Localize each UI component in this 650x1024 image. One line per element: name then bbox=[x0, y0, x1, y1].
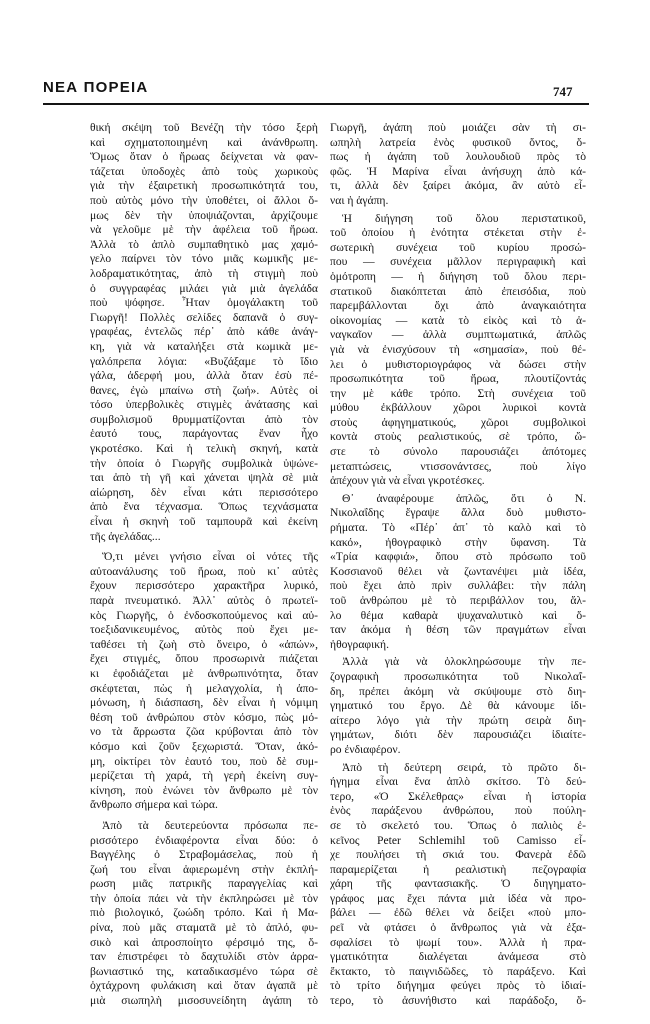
text-line: τοῦ ἀνθρώπου μὲ τὸ περιβάλλον του, ἄλ- bbox=[330, 594, 586, 607]
text-line: σφαλίσει τὸ ψωμί του». Ἀλλὰ ἡ πρα- bbox=[330, 935, 586, 949]
header-rule bbox=[43, 103, 589, 105]
text-line: ὁ συγγραφέας μιλάει γιὰ μιὰ ἀγελάδα bbox=[90, 281, 318, 295]
text-line: ἀπὸ ἕνα τέχνασμα. Ὅπως τεχνάσματα bbox=[90, 500, 318, 514]
text-line: φῶς. Ἡ Μαρίνα εἶναι ἀνήσυχη ἀπὸ κά- bbox=[330, 164, 586, 178]
text-line: Κοσσιανοῦ θέλει νὰ ζωντανέψει μιὰ ἰδέα, bbox=[330, 564, 586, 578]
paragraph bbox=[330, 121, 586, 209]
text-line: ἠθογραφική. bbox=[330, 637, 390, 651]
text-line: που — συνέχεια μᾶλλον περιγραφικὴ καὶ bbox=[330, 255, 586, 269]
text-line: λει ὁ μυθιστοριογράφος νὰ δώσει στὴν bbox=[330, 357, 586, 371]
text-line: κι ἐφοδιάζεται μὲ ἀνθρωπινότητα, ὅταν bbox=[90, 666, 318, 680]
text-line: ωπηλὴ λατρεία ἑνὸς φυσικοῦ ὄντος, ὅ- bbox=[330, 135, 586, 149]
text-line: ρο ἐνδιαφέρον. bbox=[330, 742, 401, 756]
journal-title: ΝΕΑ ΠΟΡΕΙΑ bbox=[43, 79, 149, 96]
text-line: ποὺ αὐτὸς μόνο τὴν ὑποθέτει, οἱ ἄλλοι ὅ- bbox=[90, 193, 318, 207]
text-line: γιὰ τὴν ἐξαιρετικὴ προσωπικότητά του, bbox=[90, 179, 318, 193]
text-line: τὴν ὁποία πάει νὰ τὴν ἐκπληρώσει μὲ τὸν bbox=[90, 891, 318, 905]
text-line: θέση τοῦ ἀνθρώπου στὸν κόσμο, πὼς μό- bbox=[90, 710, 318, 724]
text-line: Γιωργῆ, ἀγάπη ποὺ μοιάζει σὰν τὴ σι- bbox=[330, 121, 586, 134]
text-line: ὀχτάχρονη φυλάκιση καὶ ὅταν ἀγαπᾶ μὲ bbox=[90, 979, 318, 993]
text-line: δη, πρέπει ἀκόμη νὰ σκύψουμε στὸ διη- bbox=[330, 684, 586, 698]
text-line: «Τρία καφφιά», ὅπου στὸ πρόσωπο τοῦ bbox=[330, 550, 586, 564]
text-line: αὐτοανάλυσης τοῦ ἥρωα, ποὺ κι᾿ αὐτὲς bbox=[90, 564, 318, 578]
text-line: καὶ σχηματοποιημένη καὶ ἀνάνθρωπη. bbox=[90, 135, 318, 149]
text-line: μόνωση, ἡ διάσπαση, δὲν εἶναι ἡ νόμιμη bbox=[90, 696, 318, 710]
text-line: ναι ἡ ἀγάπη. bbox=[330, 193, 389, 207]
text-line: νὰ γελοῦμε μὲ τὴν ἀφέλεια τοῦ ἥρωα. bbox=[90, 223, 318, 237]
text-line: στοὺς ἀφηγηματικούς, χῶροι συμβολικοὶ bbox=[330, 415, 586, 429]
text-line: ἔχει στιγμές, ὅπου προσωρινὰ πιάζεται bbox=[90, 652, 318, 666]
text-line: γκροτέσκο. Καὶ ἡ τελικὴ σκηνή, κατὰ bbox=[90, 442, 318, 456]
text-line: Ἀπὸ τὰ δευτερεύοντα πρόσωπα πε- bbox=[102, 818, 318, 832]
text-line: ταν ἐπιστρέφει τὸ δαχτυλίδι στὸν ἀρρα- bbox=[90, 950, 318, 964]
text-line: τάζεται ὑποδοχὲς ἀπὸ τοὺς χωρικοὺς bbox=[90, 164, 318, 178]
text-line: ζωή του εἶναι ἀφιερωμένη στὴν ἐκπλή- bbox=[90, 862, 318, 876]
left-column bbox=[90, 121, 318, 1009]
text-line: μερίζεται τὴ χαρά, τὴ γερὴ ἐκείνη συγ- bbox=[90, 769, 318, 783]
text-line: αἰώρηση, δὲν εἶναι κάτι περισσότερο bbox=[90, 485, 318, 499]
text-line: μύθου ἐκβάλλουν χῶροι λυρικοὶ κοντὰ bbox=[330, 401, 586, 415]
text-line: χε πουλήσει τὴ σκιά του. Φανερὰ ἐδῶ bbox=[330, 848, 586, 862]
text-line: ρίνα, ποὺ μᾶς σταματᾶ μὲ τὸ ἁπλό, φυ- bbox=[90, 921, 318, 935]
text-line: ται ἀπὸ τὴ γῆ καὶ χάνεται ψηλὰ σὲ μιὰ bbox=[90, 471, 318, 485]
text-line: Νικολαΐδης ἔγραψε ἄλλα δυὸ μυθιστο- bbox=[330, 506, 586, 520]
text-line: οἰκονομίας — κατὰ τὸ εἰκὸς καὶ τὸ ἀ- bbox=[330, 313, 586, 327]
text-line: γελο παίρνει τὸν τόνο μιᾶς κωμικῆς με- bbox=[90, 252, 318, 266]
paragraph bbox=[90, 550, 318, 813]
text-line: λο θέμα καθαρὰ ψυχαναλυτικὸ καὶ ὄ- bbox=[330, 608, 586, 622]
text-line: στε τὸ σύνολο παρουσιάζει ἀπότομες bbox=[330, 445, 586, 459]
text-line: ταθέσει τὴ ζωὴ στὸ ὄνειρο, ὁ «ἀπών», bbox=[90, 637, 318, 651]
text-line: χάρη τῆς φαντασιακῆς. Ὁ διηγηματο- bbox=[330, 877, 586, 891]
text-line: Ὅμως ὅταν ὁ ἥρωας δείχνεται νὰ φαν- bbox=[90, 150, 318, 164]
paragraph bbox=[330, 761, 586, 1009]
text-line: γαλόπρεπα λόγια: «Βυζάξαμε τὸ ἴδιο bbox=[90, 354, 318, 368]
text-line: ἄνθρωπο σήμερα καὶ τώρα. bbox=[90, 798, 218, 812]
text-line: μη, οἰκτίρει τὸν ἑαυτό του, ποὺ δὲ συμ- bbox=[90, 754, 318, 768]
text-line: στατικοῦ διακόπτεται ἀπὸ ἐπεισόδια, ποὺ bbox=[330, 284, 586, 298]
text-line: προσωπικότητα τοῦ ἥρωα, πλουτίζοντάς bbox=[330, 372, 586, 386]
text-line: κη, γιὰ νὰ καταλήξει στὰ κωμικὰ με- bbox=[90, 339, 318, 353]
text-line: κοντὰ στοὺς ρεαλιστικούς, σὲ τρόπο, ὥ- bbox=[330, 430, 586, 444]
text-line: ἑαυτό τους, παράγοντας ἕναν ἦχο bbox=[90, 427, 318, 441]
page-number: 747 bbox=[553, 84, 573, 99]
text-line: Ἀλλὰ τὸ ἁπλὸ συμπαθητικὸ μας χαμό- bbox=[90, 237, 318, 251]
text-line: ἔχουν περισσότερο χαρακτῆρα λυρικό, bbox=[90, 579, 318, 593]
text-line: ζογραφικὴ προσωπικότητα τοῦ Νικολαΐ- bbox=[330, 669, 586, 683]
text-line: τοεξιδανικευμένος, αὐτὸς ποὺ ἔχει με- bbox=[90, 623, 318, 637]
text-line: συμβολισμοῦ θρυμματίζονται ἀπὸ τὸν bbox=[90, 412, 318, 426]
text-line: ἀπέχουν γιὰ νὰ εἶναι γκροτέσκες. bbox=[330, 474, 485, 488]
text-line: κόσμο καὶ ζοῦν ξεχωριστά. Ὅταν, ἀκό- bbox=[90, 739, 318, 753]
paragraph bbox=[330, 655, 586, 757]
text-line: βωνιαστικό της, καταδικασμένο τώρα σὲ bbox=[90, 964, 318, 978]
text-line: ρήματα. Τὸ «Πέρ᾿ ἀπ᾿ τὸ καλὸ καὶ τὸ bbox=[330, 521, 586, 535]
text-line: εἶναι ἡ σκηνὴ τοῦ ταμπουρᾶ καὶ ἐκείνη bbox=[90, 515, 318, 529]
text-line: πως ἡ ἀγάπη τοῦ λουλουδιοῦ πρὸς τὸ bbox=[330, 150, 586, 164]
text-line: τὸ τρίτο διήγημα φεύγει πρὸς τὸ ἰδιαί- bbox=[330, 979, 586, 993]
text-line: τερο, «Ὁ Σκέλεθρας» εἶναι ἡ ἱστορία bbox=[330, 789, 586, 803]
text-line: τι, ἀλλὰ δὲν ξαίρει ἀκόμα, ἂν αὐτὸ εἶ- bbox=[330, 179, 586, 193]
text-line: γράφος μας ἔχει πάντα μιὰ ἰδέα νὰ προ- bbox=[330, 891, 586, 905]
text-line: ταν ἀκόμα ἡ θέση τῶν πραγμάτων εἶναι bbox=[330, 623, 586, 637]
text-line: Γιωργῆ! Πολλὲς σελίδες δαπανᾶ ὁ συγ- bbox=[90, 310, 318, 324]
text-line: παραμερίζεται ἡ ρεαλιστικὴ πεζογραφία bbox=[330, 862, 586, 876]
text-line: Βαγγέλης ὁ Στραβομάσελας, ποὺ ἡ bbox=[90, 848, 318, 862]
paragraph bbox=[90, 819, 318, 1009]
text-line: ρωση μιᾶς πατρικῆς παραγγελίας καὶ bbox=[90, 877, 318, 891]
text-line: βάλει — ἐδῶ θέλει νὰ δείξει «ποὺ μπο- bbox=[330, 906, 586, 920]
text-line: κίνηση, ποὺ ἑνώνει τὸν ἄνθρωπο μὲ τὸν bbox=[90, 783, 318, 797]
text-line: ποὺ ψόφησε. Ἦταν ὁμογάλακτη τοῦ bbox=[90, 296, 318, 310]
text-line: σε τὸ σκελετό του. Ὅπως ὁ παλιὸς ἐ- bbox=[330, 818, 586, 832]
text-line: την μὲ κάθε τρόπο. Στὴ συνέχεια τοῦ bbox=[330, 386, 586, 400]
right-column bbox=[330, 121, 586, 1009]
text-line: τοῦ ὁποίου ἡ ἑνότητα στέκεται στὴν ἐ- bbox=[330, 226, 586, 240]
text-line: Ὅ,τι μένει γνήσιο εἶναι οἱ νότες τῆς bbox=[102, 550, 318, 564]
text-line: ὁμότροπη — ἡ διήγηση τοῦ ὅλου περι- bbox=[330, 269, 586, 283]
text-line: Ἀπὸ τὴ δεύτερη σειρά, τὸ πρῶτο δι- bbox=[342, 760, 586, 774]
text-line: πιὸ βιολογικό, ζωώδη τρόπο. Καὶ ἡ Μα- bbox=[90, 906, 318, 920]
text-line: γάλα, ἀδερφή μου, ἀλλὰ ὅταν ἐσὺ πέ- bbox=[90, 369, 318, 383]
text-line: γραφέας, ἐντελῶς πέρ᾿ ἀπὸ κάθε ἀνάγ- bbox=[90, 325, 318, 339]
text-line: μεταπτώσεις, ντισσονάντσες, ποὺ λίγο bbox=[330, 459, 586, 473]
text-line: σωτερικὴ συνέχεια τοῦ κυρίου προσώ- bbox=[330, 240, 586, 254]
text-line: ἑνὸς παράξενου ἀνθρώπου, ποὺ πούλη- bbox=[330, 804, 586, 818]
text-line: σκέφτεται, πὼς ἡ μελαγχολία, ἡ ἀπο- bbox=[90, 681, 318, 695]
text-line: Ἡ διήγηση τοῦ ὅλου περιστατικοῦ, bbox=[342, 211, 586, 225]
text-line: Ἀλλὰ γιὰ νὰ ὁλοκληρώσουμε τὴν πε- bbox=[342, 655, 586, 669]
text-line: ἔκτακτο, τὸ παιγνιδῶδες, τὸ παράξενο. Καὶ bbox=[330, 964, 586, 978]
text-line: κακό», ἠθογραφικὸ στὴν ὕφανση. Τὰ bbox=[330, 535, 586, 549]
text-line: Θ᾿ ἀναφέρουμε ἁπλῶς, ὅτι ὁ Ν. bbox=[342, 491, 586, 505]
text-line: κὸς Γιωργῆς, ὁ ἐνδοσκοπούμενος καὶ αὐ- bbox=[90, 608, 318, 622]
text-line: ρεῖ νὰ φτάσει ὁ ἄνθρωπος γιὰ νὰ ἐξα- bbox=[330, 921, 586, 935]
paragraph bbox=[90, 121, 318, 544]
text-line: τόσο ὑπερβολικὲς στιγμὲς ἀνάτασης καὶ bbox=[90, 398, 318, 412]
text-line: παρεμβάλλονται ὄχι ἀπὸ ἀναγκαιότητα bbox=[330, 299, 586, 313]
text-line: γιὰ νὰ ἐνισχύσουν τὴ «σημασία», ποὺ θέ- bbox=[330, 342, 586, 356]
text-line: ναγκαῖον — ἀλλὰ συμπτωματικά, ἁπλῶς bbox=[330, 328, 586, 342]
text-line: μως δὲν τὴν ὑποψιάζονται, ἀρχίζουμε bbox=[90, 208, 318, 222]
text-line: τῆς ἀγελάδας... bbox=[90, 529, 161, 543]
text-line: λοδραματικότητας, ἀπὸ τὴ στιγμὴ ποὺ bbox=[90, 266, 318, 280]
text-line: κεῖνος Peter Schlemihl τοῦ Camisso εἶ- bbox=[330, 833, 586, 847]
paragraph bbox=[330, 492, 586, 653]
text-line: γματικότητα διαλέγεται ἀνάμεσα στὸ bbox=[330, 950, 586, 964]
text-line: ρισσότερο ἐνδιαφέροντα εἶναι δύο: ὁ bbox=[90, 833, 318, 847]
text-line: ήγημα εἶναι ἕνα ἁπλὸ σκίτσο. Τὸ δεύ- bbox=[330, 775, 586, 789]
text-line: γηματικό του ἔργο. Δὲ θὰ κάνουμε ἰδι- bbox=[330, 699, 586, 713]
text-line: μιὰ σιωπηλὴ μισοσυνείδητη ἀγάπη τὸ bbox=[90, 994, 318, 1008]
text-line: σικὸ καὶ ἀπροσποίητο φέρσιμό της, ὅ- bbox=[90, 935, 318, 949]
text-line: τὴν ὁποία ὁ Γιωργῆς συμβολικὰ ὑψώνε- bbox=[90, 456, 318, 470]
text-line: παρὰ πνευματικό. Ἀλλ᾿ αὐτὸς ὁ πρωτεϊ- bbox=[90, 594, 318, 607]
text-line: θανες, ἐγὼ μπαίνω στὴ ζωή». Αὐτὲς οἱ bbox=[90, 383, 318, 397]
text-line: τερο, τὸ ἀσυνήθιστο καὶ παράδοξο, ὅ- bbox=[330, 994, 586, 1008]
paragraph bbox=[330, 212, 586, 489]
text-line: ποὺ ἔχει ἀπὸ πρὶν συλλάβει: τὴν πάλη bbox=[330, 579, 586, 593]
text-line: νο τὰ ἄρρωστα ζῶα κρύβονται ἀπὸ τὸν bbox=[90, 725, 318, 739]
text-line: θική σκέψη τοῦ Βενέζη τὴν τόσο ξερὴ bbox=[90, 121, 318, 134]
text-line: γημάτων, διότι δὲν παρουσιάζει ἰδιαίτε- bbox=[330, 728, 586, 742]
text-line: αίτερο λόγο γιὰ τὴν πρώτη σειρὰ διη- bbox=[330, 713, 586, 727]
